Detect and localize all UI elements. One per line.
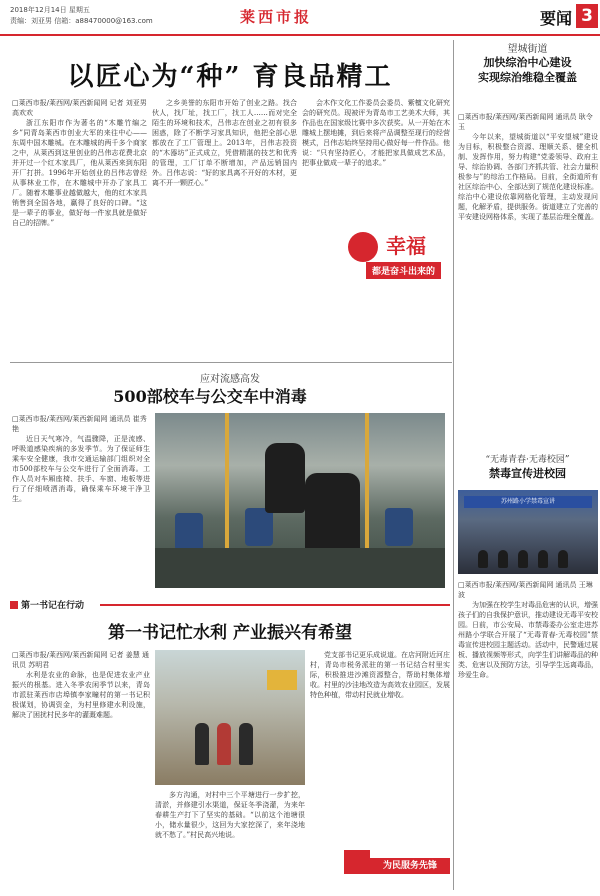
right1-body: 今年以来，望城街道以“平安望城”建设为目标，积极整合资源、理顺关系、健全机制、发挥作用，努力构建“党委领导、政府主导、综治协调、各部门齐抓共管、社会力量积极参与”的综治工作格局。目前，全街道所有社区综治中心、全部达到了规范化建设标准。综治中心建设依靠网格化管理，主动发现问题，化解矛盾，提供服务。街道建立了完善的平安建设网格体系，实现了基层治理全覆盖。: [458, 133, 598, 221]
right2-body: 为加强在校学生对毒品危害的认识，增强孩子们的自我保护意识，推动建设无毒平安校园。日前，市公安局、市禁毒委办公室走进苏州路小学联合开展了“无毒青春·无毒校园”禁毒宣传进校园主题活动。活动中，民警通过展板、播放视频等形式，向学生们讲解毒品的种类、危害以及预防方法，引导学生远离毒品，珍爱生命。: [458, 601, 598, 679]
person-figure: [195, 723, 209, 765]
newspaper-logo: 莱西市报: [240, 8, 313, 26]
service-badge-label: 为民服务先锋: [370, 858, 450, 874]
masthead: [0, 0, 600, 36]
bus-seat: [175, 513, 203, 551]
tag-square-icon: [10, 601, 18, 609]
student-figure: [558, 550, 568, 568]
student-figure: [498, 550, 508, 568]
badge-big-text: 幸福: [386, 234, 426, 258]
article3-col1: [12, 650, 150, 890]
column-tag: [10, 598, 84, 612]
page-number: 3: [576, 4, 598, 28]
article3-col2: [155, 790, 305, 890]
flag-icon: [344, 850, 370, 874]
article2-title: 500部校车与公交车中消毒: [113, 387, 307, 406]
issue-meta: [10, 5, 153, 27]
right2-eyebrow: “无毒青春·无毒校园”: [485, 455, 570, 465]
article3-title: 第一书记忙水利 产业振兴有希望: [108, 623, 352, 643]
right1-byline: □莱西市报/莱西网/莱西新闻网 通讯员 耿令玉: [458, 113, 593, 131]
column-divider: [453, 40, 454, 890]
tag-rule: [100, 604, 450, 606]
student-figure: [478, 550, 488, 568]
right1-eyebrow: 望城街道: [507, 44, 548, 55]
article1-col1: [12, 98, 147, 358]
article1-body-col1: 浙江东阳市作为著名的“木雕竹编之乡”同青岛莱西市创业大军的来往中心——东周中国木雕城。在木雕城的两千多个商家之中，从莱西到这里创业的吕伟志花费北京并开过一个红木家具厂，他从莱西来到东阳开厂打拼。1996年开始创业的吕伟志曾经从事林业工作，在木雕城中开办了家具工厂。随着木雕事业越做越大，他的红木家具销售到全国各地，赢得了良好的口碑。“这是一辈子的事业，做好每一件家具就是做好自己的招牌。”: [12, 119, 147, 227]
water-project-photo: [155, 650, 305, 785]
article1-col3: [302, 98, 450, 228]
article1-body-col2: 之乡美誉的东阳市开始了创业之路。找合伙人，找厂址，找工厂，找工人……而对完全陌生的环境和技术，吕伟志在创业之初有很多困惑，除了不断学习家具知识，他把全部心思都放在了工厂管理上。2013年，吕伟志投资的“木器坊”正式成立，凭借精湛的技艺和优秀的管理，工厂订单不断增加，产品远销国内外。吕伟志说：“好的家具离不开好的木材，更离不开一颗匠心。”: [152, 99, 297, 187]
badge-sub-text: 都是奋斗出来的: [366, 262, 441, 279]
worker-figure: [265, 443, 305, 513]
school-event-photo: [458, 490, 598, 574]
right2-byline: □莱西市报/莱西网/莱西新闻网 通讯员 王琳波: [458, 581, 593, 599]
right1-title-line2: 实现综治维稳全覆盖: [478, 71, 577, 84]
right2-title: 禁毒宣传进校园: [489, 467, 566, 480]
article2-byline: □莱西市报/莱西网/莱西新闻网 通讯员 崔秀艳: [12, 415, 147, 433]
issue-editor: 责编：刘亚男 信箱：a88470000@163.com: [10, 17, 153, 25]
student-figure: [538, 550, 548, 568]
article1-body-col3: 会木作文化工作委员会委员、紫檀文化研究会的研究员。现被评为青岛市工艺美术大师，其作品也在国家级比赛中多次获奖。从一开始在木雕城上摆地摊，到后来将产品调整至现行的经营模式，吕伟志始终坚持用心做好每一件作品。他说：“只有坚持匠心，才能把家具做成艺术品，把事业做成一辈子的追求。”: [302, 99, 450, 167]
article3-col3: [310, 650, 450, 840]
right1-heading: [455, 40, 600, 85]
bus-seat: [385, 508, 413, 546]
bus-floor: [155, 548, 445, 588]
article2-subtitle: 应对流感高发: [200, 374, 260, 385]
service-badge: [340, 846, 450, 882]
right2-col: [458, 580, 598, 890]
article2-body: 近日天气寒冷，气温骤降，正是流感、呼吸道感染疾病的多发季节。为了保证师生乘车安全健康，我市交通运输部门组织对全市500部校车与公交车进行了全面消毒。工作人员对车厢座椅、扶手、车窗、地板等进行了仔细喷洒消毒，确保乘车环境干净卫生。: [12, 435, 150, 503]
tag-text: 第一书记在行动: [21, 601, 85, 611]
excavator: [267, 670, 297, 690]
article3-byline: □莱西市报/莱西网/莱西新闻网 记者 姜慧 通讯员 苏明君: [12, 651, 150, 669]
right2-heading: [455, 452, 600, 481]
divider: [10, 362, 452, 363]
right1-title-line1: 加快综治中心建设: [483, 56, 572, 69]
article1-col2: [152, 98, 297, 358]
right1-col: [458, 112, 598, 442]
student-figure: [518, 550, 528, 568]
bus-disinfection-photo: [155, 413, 445, 588]
article3-body-col1: 水利是农业的命脉，也是促进农业产业振兴的根基。进入冬季农闲季节以来，青岛市派驻莱西市店埠镇李家疃村的第一书记积极谋划，协调资金，为村里修建水利设施，解决了困扰村民多年的灌溉难题。: [12, 671, 150, 719]
article1-byline: □莱西市报/莱西网/莱西新闻网 记者 刘亚男 高欢欢: [12, 99, 147, 117]
happiness-badge: [340, 228, 450, 288]
badge-circle-icon: [348, 232, 378, 262]
issue-date: 2018年12月14日 星期五: [10, 6, 90, 14]
event-banner: 苏州路小学禁毒宣讲: [464, 496, 592, 508]
article2-col: [12, 414, 150, 589]
person-figure: [239, 723, 253, 765]
person-figure: [217, 723, 231, 765]
article3-body-col3: 党支部书记更乐成说道。在店河附近河庄村，青岛市税务派驻的第一书记结合村里实际，积极推进沙滩资源整合，帮助村集体增收。村里的沙洼地改造为高效农业园区，发展特色种植，带动村民就业增收。: [310, 651, 450, 699]
bus-seat: [245, 508, 273, 546]
article1-title: 以匠心为“种” 育良品精工: [67, 62, 393, 92]
section-title: 要闻: [539, 9, 572, 28]
article3-body-col2: 多方沟通，对村中三个平塘进行一步扩挖，清淤，并修建引水渠道，保证冬季浇灌，为来年春耕生产打下了坚实的基础。“以前这个池塘很小，储水量很少，这回为大家挖深了，来年浇地就不愁了。”村民高兴地说。: [155, 791, 305, 839]
